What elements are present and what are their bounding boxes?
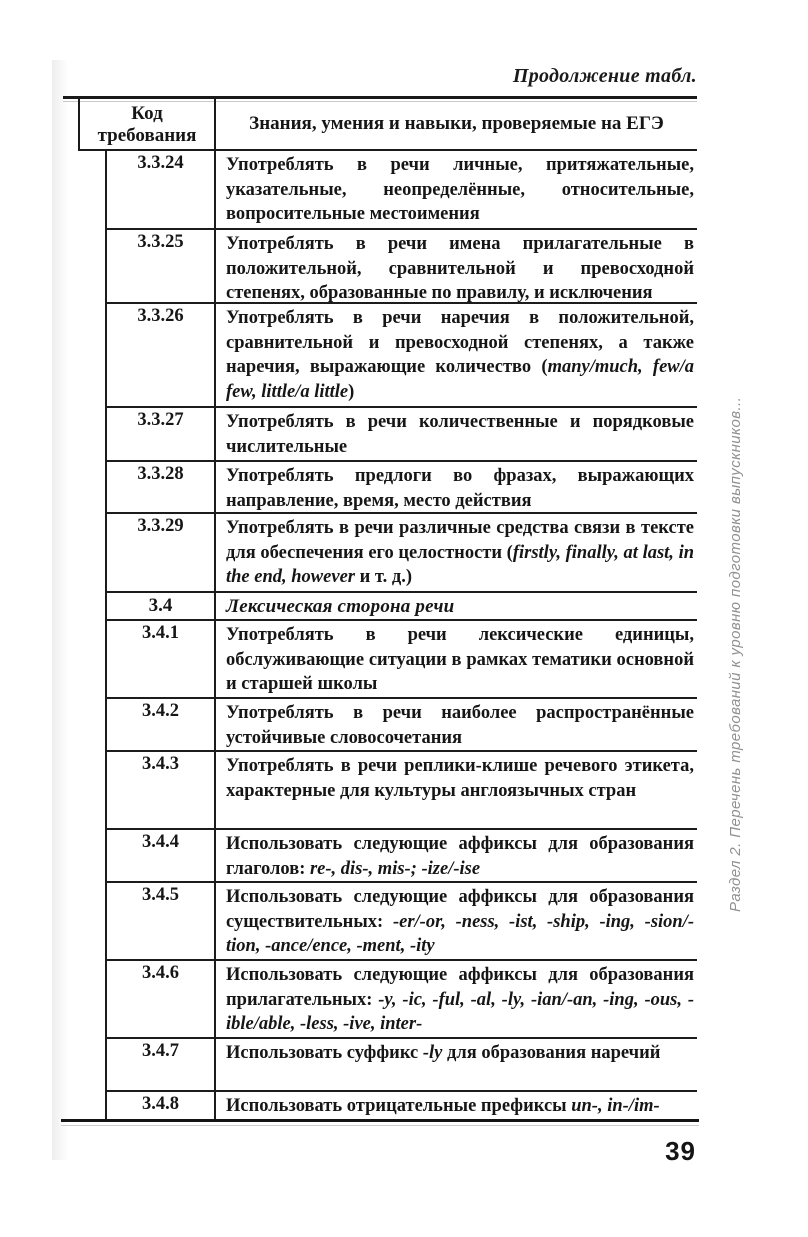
requirement-code: 3.4.8 [107,1092,216,1122]
requirements-table [78,99,697,1122]
table-header-row [78,99,697,151]
requirement-code: 3.3.28 [107,462,216,512]
requirement-code: 3.4.7 [107,1039,216,1090]
requirement-text: Использовать следующие аффиксы для образования глаголов: re-, dis-, mis-; -ize/-ise [226,834,694,879]
table-row [105,462,697,514]
requirement-code: 3.4 [107,593,216,619]
table-row [105,961,697,1039]
requirement-code: 3.4.5 [107,883,216,959]
header-skills-column: Знания, умения и навыки, проверяемые на ЕГЭ [249,113,664,134]
table-row [105,514,697,593]
table-continuation-label: Продолжение табл. [512,65,697,87]
requirement-text: Употреблять в речи количественные и порядковые числительные [226,412,694,457]
requirement-text: Употреблять в речи наречия в положительной, сравнительной и превосходной степенях, а также наречия, выражающие количество (many/much, few/a few, little/a little) [226,308,695,402]
table-row [105,151,697,230]
requirement-code: 3.3.27 [107,408,216,460]
requirement-text: Употреблять в речи наиболее распространённые устойчивые словосочетания [226,703,694,748]
table-row [105,1039,697,1092]
requirement-text: Употреблять в речи имена прилагательные в положительной, сравнительной и превосходной степенях, образованные по правилу, и исключения [226,234,694,303]
requirement-text: Использовать отрицательные префиксы un-, in-/im- [226,1096,660,1116]
table-row [105,1092,697,1122]
requirement-code: 3.3.29 [107,514,216,591]
requirement-text: Употреблять в речи лексические единицы, обслуживающие ситуации в рамках тематики основной и старшей школы [226,625,694,694]
requirement-text: Употреблять в речи личные, притяжательные, указательные, неопределённые, относительные, вопросительные местоимения [226,155,694,224]
table-row [105,230,697,304]
table-row [105,593,697,621]
table-row [105,752,697,830]
requirement-text: Употреблять предлоги во фразах, выражающих направление, время, место действия [226,466,694,511]
requirement-code: 3.4.3 [107,752,216,828]
requirement-code: 3.4.6 [107,961,216,1037]
section-sidebar-caption: Раздел 2. Перечень требований к уровню подготовки выпускников... [727,396,744,912]
requirement-text: Лексическая сторона речи [226,596,455,617]
requirement-code: 3.3.25 [107,230,216,302]
requirement-code: 3.4.2 [107,699,216,750]
table-row [105,408,697,462]
requirement-text: Употреблять в речи реплики-клише речевого этикета, характерные для культуры англоязычных стран [226,756,694,801]
requirement-code: 3.4.4 [107,830,216,881]
requirement-code: 3.3.26 [107,304,216,406]
table-row [105,621,697,699]
requirement-text: Использовать следующие аффиксы для образования существительных: -er/-or, -ness, -ist, -ship, -ing, -sion/-tion, -ance/ence, -ment, -ity [226,887,695,956]
table-row [105,883,697,961]
table-row [105,304,697,408]
table-row [105,699,697,752]
requirements-table-body [105,151,697,1122]
requirement-text: Употреблять в речи различные средства связи в тексте для обеспечения его целостности (firstly, finally, at last, in the end, however и т. д.) [226,518,694,587]
page-number: 39 [665,1136,696,1166]
requirement-code: 3.4.1 [107,621,216,697]
page-bottom-rule-echo [61,1125,699,1126]
requirement-text: Использовать суффикс -ly для образования наречий [226,1043,661,1063]
scan-gutter-shadow [52,60,68,1160]
requirement-text: Использовать следующие аффиксы для образования прилагательных: -y, -ic, -ful, -al, -ly, -ian/-an, -ing, -ous, -ible/able, -less, -ive, inter- [226,965,694,1034]
page-bottom-rule [61,1119,699,1122]
table-row [105,830,697,883]
requirement-code: 3.3.24 [107,151,216,228]
header-requirement-code-column: Код требования [80,99,216,149]
